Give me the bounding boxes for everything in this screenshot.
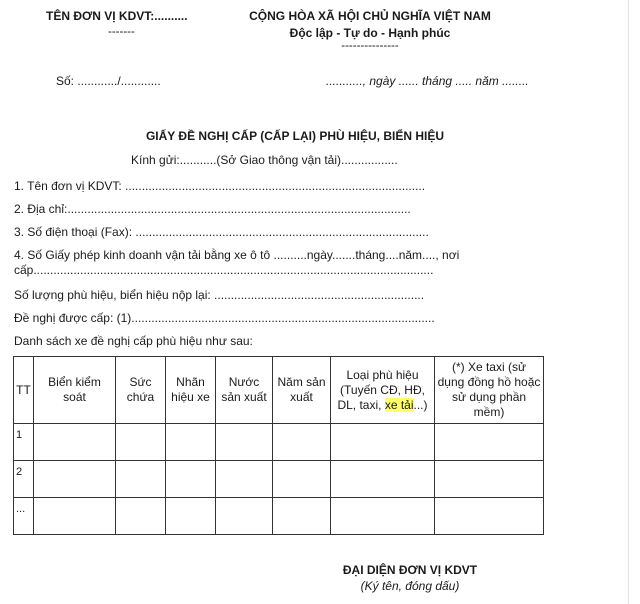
- document-title: GIẤY ĐỀ NGHỊ CẤP (CẤP LẠI) PHÙ HIỆU, BIỂN HIỆU: [145, 129, 445, 143]
- cell: [216, 461, 273, 498]
- header-year: Năm sản xuất: [273, 357, 331, 424]
- field-returned-count: Số lượng phù hiệu, biển hiệu nộp lại: ...............................................................: [14, 288, 425, 302]
- cell: [116, 424, 166, 461]
- motto-dash: ---------------: [341, 40, 399, 52]
- cell: [34, 498, 116, 535]
- header-badge-type-highlight: xe tải: [384, 397, 414, 412]
- header-capacity: Sức chứa: [116, 357, 166, 424]
- header-badge-type-end: ...): [413, 397, 428, 412]
- row-index: ...: [14, 498, 34, 535]
- row-index: 1: [14, 424, 34, 461]
- header-brand: Nhãn hiệu xe: [166, 357, 216, 424]
- table-header-row: [14, 357, 544, 424]
- header-tt: TT: [14, 357, 34, 424]
- cell: [166, 498, 216, 535]
- table-row: [14, 424, 544, 461]
- page-edge-divider: [628, 0, 629, 604]
- unit-dash: -------: [108, 26, 135, 38]
- header-country: Nước sản xuất: [216, 357, 273, 424]
- field-unit-name: 1. Tên đơn vị KDVT: ..........................................................................................: [14, 179, 426, 193]
- field-phone: 3. Số điện thoại (Fax): ........................................................................................: [14, 225, 429, 239]
- table-row: [14, 498, 544, 535]
- document-number: Số: ............/............: [56, 74, 161, 88]
- cell: [435, 424, 544, 461]
- header-taxi: (*) Xe taxi (sử dụng đồng hồ hoặc sử dụng phần mềm): [435, 357, 544, 424]
- cell: [216, 498, 273, 535]
- row-index: 2: [14, 461, 34, 498]
- cell: [216, 424, 273, 461]
- header-badge-type: [331, 357, 435, 424]
- document-date: ..........., ngày ...... tháng ..... năm ........: [326, 74, 529, 88]
- cell: [116, 498, 166, 535]
- table-row: [14, 461, 544, 498]
- header-plate: Biển kiểm soát: [34, 357, 116, 424]
- recipient-line: Kính gửi:...........(Sở Giao thông vận tải).................: [131, 153, 398, 167]
- cell: [273, 461, 331, 498]
- field-requested: Đề nghị được cấp: (1)...........................................................................................: [14, 311, 435, 325]
- cell: [166, 424, 216, 461]
- cell: [331, 498, 435, 535]
- field-license-place: cấp........................................................................................................................: [14, 263, 434, 277]
- cell: [34, 461, 116, 498]
- cell: [273, 498, 331, 535]
- cell: [166, 461, 216, 498]
- cell: [331, 461, 435, 498]
- unit-name-label: TÊN ĐƠN VỊ KDVT:..........: [46, 9, 188, 23]
- signature-note: (Ký tên, đóng dấu): [360, 579, 460, 593]
- header-badge-type-text: Loại phù hiệu (Tuyến CĐ, HĐ, DL, taxi,: [337, 367, 425, 412]
- cell: [116, 461, 166, 498]
- cell: [435, 498, 544, 535]
- vehicle-table: [13, 356, 544, 535]
- cell: [331, 424, 435, 461]
- cell: [273, 424, 331, 461]
- field-address: 2. Địa chỉ:.......................................................................................................: [14, 202, 411, 216]
- cell: [435, 461, 544, 498]
- field-license: 4. Số Giấy phép kinh doanh vận tải bằng xe ô tô ..........ngày.......tháng....năm...., nơi: [14, 248, 460, 262]
- motto: Độc lập - Tự do - Hạnh phúc: [289, 26, 451, 40]
- field-vehicle-list: Danh sách xe đề nghị cấp phù hiệu như sau:: [14, 334, 253, 348]
- nation-title: CỘNG HÒA XÃ HỘI CHỦ NGHĨA VIỆT NAM: [249, 9, 491, 23]
- cell: [34, 424, 116, 461]
- signature-title: ĐẠI DIỆN ĐƠN VỊ KDVT: [342, 563, 478, 577]
